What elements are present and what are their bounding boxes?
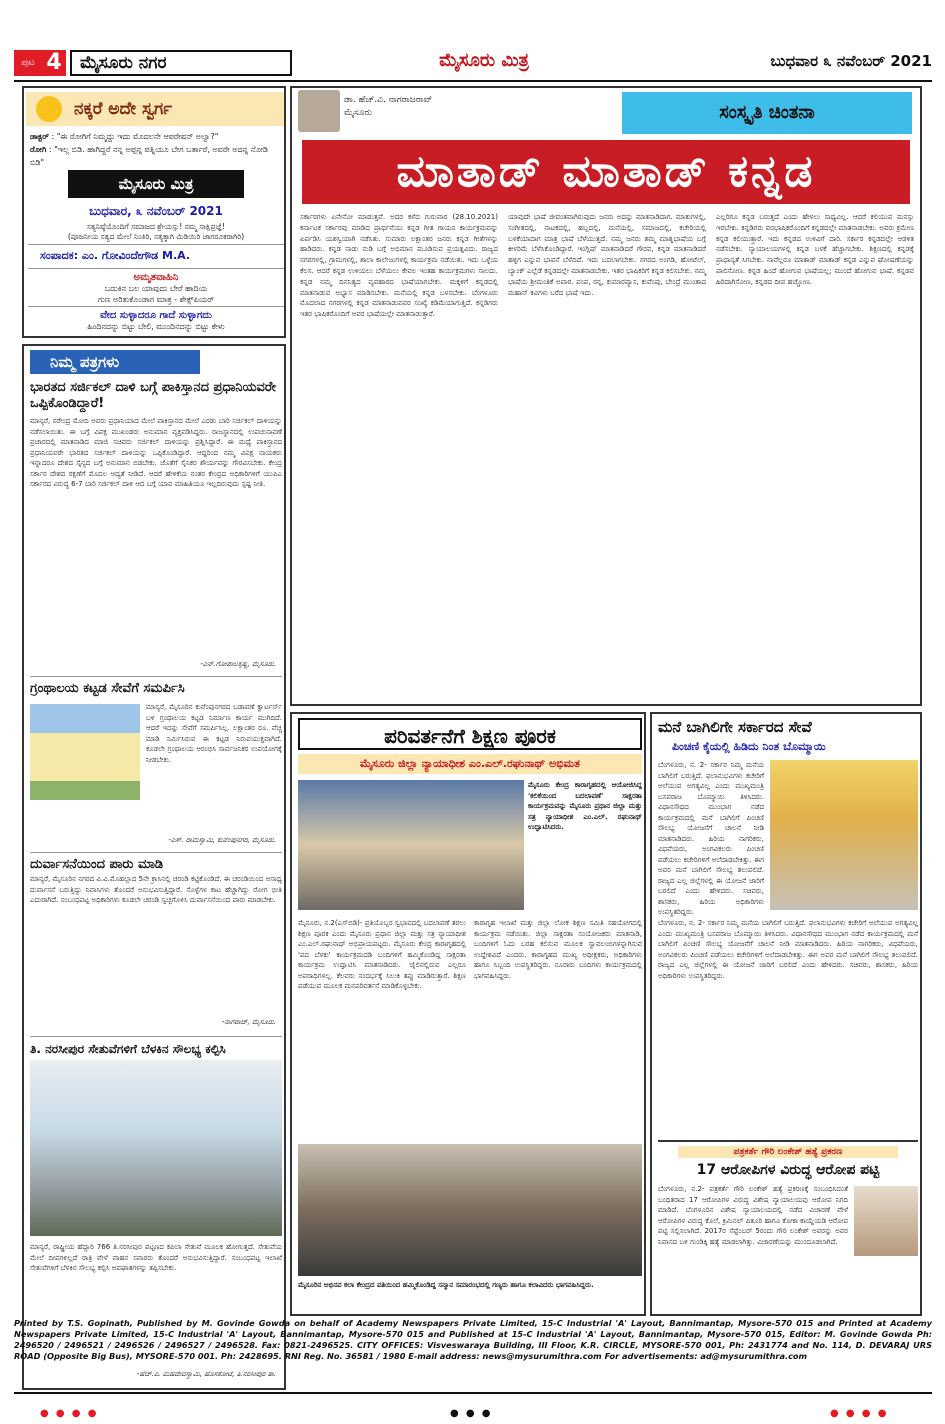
- bridge-photo: [30, 1060, 282, 1236]
- pension-article: [650, 712, 922, 1316]
- letter-1-body: ಮಾನ್ಯರೆ, ನರೇಂದ್ರ ಮೋದಿ ಅವರು ಪ್ರಧಾನಿಯಾದ ಮೇಲೆ ಪಾಕಿಸ್ತಾನದ ಮೇಲೆ ಎರಡು ಬಾರಿ ಸರ್ಜಿಕಲ್ ದಾಳಿಯನ್ನು ನಡೆಸಲಾಯಿತು. ಈ ಬಗ್ಗೆ ವಿಪಕ್ಷ ಮುಖಂಡರು ಅನುಮಾನ ವ್ಯಕ್ತಪಡಿಸಿದ್ದರು. ರಾಜಸ್ಥಾನದಲ್ಲಿ ಉಪಚುನಾವಣೆ ಪ್ರಚಾರದಲ್ಲಿ ಮಾತನಾಡಿದ ಮಾಜಿ ಸಚಿವರು ಸರ್ಜಿಕಲ್ ದಾಳಿಯನ್ನು ಪ್ರಶ್ನಿಸಿದ್ದಾರೆ. ಈ ಮಧ್ಯೆ ಪಾಕಿಸ್ತಾನದ ಪ್ರಧಾನಿಯವರೇ ಭಾರತದ ಸರ್ಜಿಕಲ್ ದಾಳಿಯನ್ನು ಒಪ್ಪಿಕೊಂಡಿದ್ದಾರೆ. ಆದ್ದರಿಂದ ನಮ್ಮ ವಿಪಕ್ಷ ನಾಯಕರು ಇನ್ನಾದರೂ ದೇಶದ ಸೈನ್ಯದ ಬಗ್ಗೆ ಅನುಮಾನ ಬಿಡಬೇಕು. ಜೊತೆಗೆ ಸೈನಿಕರ ಶೌರ್ಯವನ್ನು ಗೌರವಿಸಬೇಕು. ಕೇಂದ್ರ ಸರ್ಕಾರ ದೇಶದ ರಕ್ಷಣೆಗೆ ಮೊದಲ ಆದ್ಯತೆ ನೀಡಿದೆ. ಆದರೆ ಹೇಳಿಕೆಯ ನಂತರ ಕೇಂದ್ರದ ಅಧಿಕಾರಿಗಳಿಗೆ ಯುಪಿಎ ಸರ್ಕಾರದ ವಿರುದ್ಧ 6-7 ಬಾರಿ ಸರ್ಜಿಕಲ್ ದಾಳಿ ಆದ ಬಗ್ಗೆ ಯಾವ ಮಾಹಿತಿಯೂ ಇಲ್ಲದಿರುವುದು ಸ್ಪಷ್ಟ ನೀತಿ.: [30, 417, 282, 488]
- joke-a-label: ರೋಗಿ: [30, 145, 47, 154]
- left-column: [14, 86, 286, 1386]
- main-article: [290, 86, 922, 706]
- amrutavahini: ಅಮೃತವಾಹಿನಿ ಬದುಕಿನ ಬಲ ಯಾವುದು ಬೇರೆ ಹಾದಿಯ ಗುಣ ಅರಿತುಕೊಂಡಾಗ ಮಾತ್ರ - ಶೇಕ್ಸ್‌ಪಿಯರ್: [28, 268, 284, 305]
- newspaper-logo: ಮೈಸೂರು ಮಿತ್ರ: [439, 50, 529, 71]
- inauguration-caption: ಮೈಸೂರು ಕೇಂದ್ರ ಕಾರಾಗೃಹದಲ್ಲಿ ಆಯೋಜಿಸಿದ್ದ 'ಕಲಿಕೆಯಿಂದ ಬದಲಾವಣೆ' ಸಾಕ್ಷರತಾ ಕಾರ್ಯಕ್ರಮವನ್ನು ಮೈಸೂರು ಪ್ರಧಾನ ಜಿಲ್ಲಾ ಮತ್ತು ಸತ್ರ ನ್ಯಾಯಾಧೀಶ ಎಂ.ಎಲ್. ರಘುನಾಥ್ ಉದ್ಘಾಟಿಸಿದರು.: [528, 781, 642, 831]
- registration-dots-center: ● ● ●: [450, 1408, 493, 1419]
- paper-logo: ಮೈಸೂರು ಮಿತ್ರ: [68, 170, 244, 198]
- letter-1-title: ಭಾರತದ ಸರ್ಜಿಕಲ್ ದಾಳಿ ಬಗ್ಗೆ ಪಾಕಿಸ್ತಾನದ ಪ್ರಧಾನಿಯವರೇ ಒಪ್ಪಿಕೊಂಡಿದ್ದಾರೆ!: [30, 380, 277, 411]
- author-byline: ಡಾ. ಹೆಚ್.ವಿ. ನಾಗರಾಜರಾವ್ ಮೈಸೂರು: [344, 95, 433, 118]
- letter-3-title: ದುರ್ವಾಸನೆಯಿಂದ ಪಾರು ಮಾಡಿ: [30, 852, 282, 873]
- letter-2-title: ಗ್ರಂಥಾಲಯ ಕಟ್ಟಡ ಸೇವೆಗೆ ಸಮರ್ಪಿಸಿ: [30, 676, 282, 697]
- letter-4-title: ತಿ. ನರಸೀಪುರ ಸೇತುವೆಗಳಿಗೆ ಬೆಳಕಿನ ಸೌಲಭ್ಯ ಕಲ್ಪಿಸಿ: [30, 1036, 282, 1057]
- article-columns: [300, 212, 914, 698]
- imprint-line: Printed by T.S. Gopinath, Published by M. Govinde Gowda on behalf of Academy Newspapers Private Limited, 15-C Industrial 'A' Layout, Bannimantap, Mysore-570 015 and Printed at Academy Newspapers Private Limited, 15-C Industrial 'A' Layout, Bannimantap, Mysore-570 015 and Published at 15-C Industrial 'A' Layout, Bannimantap, Mysore-570 015, Editor: M. Govinde Gowda Ph: 2496520 / 2496521 / 2496526 / 2496527 / 2496528. Fax: 0821-2496525. CITY OFFICES: Visveswaraya Building, III Floor, K.R. CIRCLE, MYSORE-570 001, Ph: 2431774 and No. 114, D. DEVARAJ URS ROAD (Opposite Big Bus), MYSORE-570 001. Ph: 2428695. RNI Reg. No. 36581 / 1980 E-mail address: news@mysurumithra.com For advertisements: ad@mysurumithra.com: [14, 1318, 932, 1361]
- pension-headline: ಮನೆ ಬಾಗಿಲಿಗೇ ಸರ್ಕಾರದ ಸೇವೆ: [658, 718, 812, 736]
- footer-rule: [14, 1392, 932, 1394]
- joke-title: ನಕ್ಕರೆ ಅದೇ ಸ್ವರ್ಗ: [26, 92, 284, 126]
- masthead: [14, 0, 932, 78]
- joke-a-text: : "ಇಲ್ಲ ಬಿಡಿ. ಹಾಗಿದ್ದರೆ ನನ್ನ ಅಪ್ಪನ್ನ ಪತ್ನಿಯೂ ಬೇಗ ಬರ್ತಾರೆ, ಅವರೇ ಅದನ್ನ ನೋಡಿ ಬಿಡಿ": [30, 145, 268, 167]
- section-title: ಮೈಸೂರು ನಗರ: [70, 50, 292, 76]
- letters-section: [22, 344, 286, 1390]
- editor-line: ಸಂಪಾದಕ: ಎಂ. ಗೋವಿಂದೇಗೌಡ M.A.: [28, 244, 284, 263]
- masthead-rule: [14, 80, 932, 82]
- cm-pension-photo: [770, 760, 918, 910]
- gauri-lankesh-box: [658, 1140, 918, 1312]
- joke-text: [30, 130, 282, 169]
- article-column-2: ಯಾವುದೇ ಭಾಷೆ ಜೀವಂತವಾಗಿರುವುದು ಜನರು ಅದನ್ನು ಮಾತನಾಡಿದಾಗ. ಮಾತುಗಳಲ್ಲಿ, ಸಂಗೀತದಲ್ಲಿ, ನಾಟಕದಲ್ಲಿ, ಹಬ್ಬದಲ್ಲಿ, ಮನೆಯಲ್ಲಿ, ಸಮಾಜದಲ್ಲಿ, ಕಚೇರಿಯಲ್ಲಿ ಬಳಕೆಯಾದಾಗ ಮಾತ್ರ ಭಾಷೆ ಬೆಳೆಯುತ್ತದೆ. ನಮ್ಮ ಜನರು ತಮ್ಮ ಮಾತೃಭಾಷೆಯ ಬಗ್ಗೆ ಕೀಳರಿಮೆ ಬೆಳೆಸಿಕೊಂಡಿದ್ದಾರೆ. ಇಂಗ್ಲಿಷ್ ಮಾತನಾಡಿದರೆ ಗೌರವ, ಕನ್ನಡ ಮಾತನಾಡಿದರೆ ಹಳ್ಳಿಗ ಎನ್ನುವ ಭಾವನೆ ಬೆಳೆದಿದೆ. ಇದು ಬದಲಾಗಬೇಕು. ನಗರದ ಅಂಗಡಿ, ಹೋಟೆಲ್, ಬ್ಯಾಂಕ್ ಎಲ್ಲೆಡೆ ಕನ್ನಡದಲ್ಲೇ ಮಾತನಾಡಬೇಕು. ಇತರ ಭಾಷಿಕರಿಗೆ ಕನ್ನಡ ಕಲಿಸಬೇಕು. ನಮ್ಮ ಭಾಷೆಯ ಶ್ರೀಮಂತಿಕೆ ಅಪಾರ. ಪಂಪ, ರನ್ನ, ಕುಮಾರವ್ಯಾಸ, ಕುವೆಂಪು, ಬೇಂದ್ರೆ ಮುಂತಾದ ಮಹಾನ್ ಕವಿಗಳು ಬರೆದ ಭಾಷೆ ಇದು.: [508, 213, 706, 297]
- library-building-photo: [30, 704, 140, 800]
- letter-3-signature: -ನಾಗರಾಜ್, ಮೈಸೂರು.: [221, 1018, 276, 1026]
- paper-motto: ಸತ್ಯನಿಷ್ಠೆಯೊಂದಿಗೆ ಸಮಾಜದ ಶ್ರೇಯಸ್ಸು! ನಮ್ಮ ಸಾಕ್ಷಿಪ್ರಜ್ಞೆ! (ಪೂಜನೀಯ ಸತ್ಯದ ಮೇಲೆ ನಿಂತಿರಿ, ಸತ್ಯಕ್ಕಾಗಿ ಮಿಡಿಯಿರಿ ಜಾಗರೂಕರಾಗಿರಿ): [67, 222, 245, 241]
- education-body-2: ಕಾರಾಗೃಹ ಇಲಾಖೆ ಮತ್ತು ಜಿಲ್ಲಾ ಲೋಕ ಶಿಕ್ಷಣ ಸಮಿತಿ ಸಹಯೋಗದಲ್ಲಿ ಕಾರ್ಯಕ್ರಮ ನಡೆಯಿತು. ಜಿಲ್ಲಾ ಸಾಕ್ಷರತಾ ಸಂಯೋಜಕರು ಮಾತನಾಡಿ, ಬಂದಿಗಳಿಗೆ ಓದು ಬರಹ ಕಲಿಸುವ ಮೂಲಕ ಸ್ವಾವಲಂಬಿಗಳನ್ನಾಗಿಸುವ ಉದ್ದೇಶವಿದೆ ಎಂದರು. ಕಾರಾಗೃಹದ ಮುಖ್ಯ ಅಧೀಕ್ಷಕರು, ಅಧಿಕಾರಿಗಳು ಹಾಗೂ ಸಿಬ್ಬಂದಿ ಉಪಸ್ಥಿತರಿದ್ದರು. ನೂರಾರು ಬಂದಿಗಳು ಕಾರ್ಯಕ್ರಮದಲ್ಲಿ ಭಾಗವಹಿಸಿದ್ದರು.: [474, 919, 642, 980]
- education-subhead: ಮೈಸೂರು ಜಿಲ್ಲಾ ನ್ಯಾಯಾಧೀಶ ಎಂ.ಎಲ್.ರಘುನಾಥ್ ಅಭಿಮತ: [298, 754, 642, 774]
- main-headline: ಮಾತಾಡ್ ಮಾತಾಡ್ ಕನ್ನಡ: [302, 140, 910, 204]
- joke-box: [22, 86, 286, 338]
- letter-2-signature: -ಎಸ್. ರಾಮಸ್ವಾಮಿ, ಕುವೆಂಪುನಗರ, ಮೈಸೂರು.: [168, 836, 276, 844]
- pension-body-2: ಬೆಂಗಳೂರು, ನ. 2- ಸರ್ಕಾರ ನಿಮ್ಮ ಮನೆಯ ಬಾಗಿಲಿಗೆ ಬರುತ್ತಿದೆ. ಫಲಾನುಭವಿಗಳು ಕಚೇರಿಗೆ ಅಲೆಯುವ ಅಗತ್ಯವಿಲ್ಲ ಎಂದು ಮುಖ್ಯಮಂತ್ರಿ ಬಸವರಾಜ ಬೊಮ್ಮಾಯಿ ತಿಳಿಸಿದರು. ವಿಧಾನಸೌಧದ ಮುಂಭಾಗ ನಡೆದ ಕಾರ್ಯಕ್ರಮದಲ್ಲಿ ಮನೆ ಬಾಗಿಲಿಗೆ ಪಿಂಚಣಿ ಸೌಲಭ್ಯ ಯೋಜನೆಗೆ ಚಾಲನೆ ನೀಡಿ ಮಾತನಾಡಿದರು. ಹಿರಿಯ ನಾಗರಿಕರು, ವಿಧವೆಯರು, ಅಂಗವಿಕಲರು ಪಿಂಚಣಿ ಪಡೆಯಲು ಕಚೇರಿಗಳಿಗೆ ಅಲೆದಾಡಬೇಕಿತ್ತು. ಈಗ ಅವರ ಮನೆ ಬಾಗಿಲಿಗೆ ಸೌಲಭ್ಯ ತಲುಪಲಿದೆ. ರಾಜ್ಯದ ಎಲ್ಲ ಜಿಲ್ಲೆಗಳಲ್ಲಿ ಈ ಯೋಜನೆ ಜಾರಿಗೆ ಬರಲಿದೆ ಎಂದು ಹೇಳಿದರು. ಸಚಿವರು, ಶಾಸಕರು, ಹಿರಿಯ ಅಧಿಕಾರಿಗಳು ಉಪಸ್ಥಿತರಿದ್ದರು.: [658, 919, 918, 980]
- inauguration-photo: [298, 780, 524, 910]
- pension-subhead: ಪಿಂಚಣಿ ಕೈಯಲ್ಲಿ ಹಿಡಿದು ನಿಂತ ಬೊಮ್ಮಾಯಿ: [672, 740, 826, 753]
- registration-dots-left: ● ● ● ●: [40, 1408, 99, 1419]
- letter-4-body: ಮಾನ್ಯರೆ, ರಾಷ್ಟ್ರೀಯ ಹೆದ್ದಾರಿ 766 ತಿ.ನರಸೀಪುರ ಪಟ್ಟಣದ ಕಪಿಲಾ ಸೇತುವೆ ಮೂಲಕ ಹೋಗುತ್ತದೆ. ಸೇತುವೆಯ ಮೇಲೆ ದೀಪಗಳಿಲ್ಲದೆ ರಾತ್ರಿ ವೇಳೆ ವಾಹನ ಸವಾರರು ತೊಂದರೆ ಅನುಭವಿಸುತ್ತಿದ್ದಾರೆ. ಸಂಬಂಧಪಟ್ಟ ಇಲಾಖೆ ಸೇತುವೆಗಳಿಗೆ ಬೆಳಕಿನ ಸೌಲಭ್ಯ ಕಲ್ಪಿಸಿ ಅಪಘಾತಗಳನ್ನು ತಪ್ಪಿಸಬೇಕು.: [30, 1243, 282, 1272]
- proverb: ವೇದ ಸುಳ್ಳಾದರೂ ಗಾದೆ ಸುಳ್ಳಾಗದು ಹಿಂದಿನದನ್ನು ಬಿಟ್ಟು ಬೇಲಿ, ಮುಂದಿನದನ್ನು ಬಿಟ್ಟು ಕೇಳು: [28, 306, 284, 332]
- page-number: 4: [42, 50, 66, 76]
- letter-2-body: ಮಾನ್ಯರೆ, ಮೈಸೂರಿನ ಕುವೆಂಪುನಗರದ ಬಡಾವಣೆ ಕ್ವಾರ್ಟರ್ಸ್ ಬಳಿ ಗ್ರಂಥಾಲಯ ಕಟ್ಟಡ ನಿರ್ಮಾಣ ಕಾರ್ಯ ಮುಗಿದಿದೆ. ಆದರೆ ಇದನ್ನು ಸೇವೆಗೆ ಸಮರ್ಪಿಸಿಲ್ಲ. ಲಕ್ಷಾಂತರ ರೂ. ವೆಚ್ಚ ಮಾಡಿ ನಿರ್ಮಿಸಿರುವ ಈ ಕಟ್ಟಡ ನಿರುಪಯುಕ್ತವಾಗಿದೆ. ಕೂಡಲೇ ಗ್ರಂಥಾಲಯ ಆರಂಭಿಸಿ ಸಾರ್ವಜನಿಕರ ಉಪಯೋಗಕ್ಕೆ ನೀಡಬೇಕು.: [146, 703, 282, 764]
- education-body-1: ಮೈಸೂರು, ನ.2(ಎಸ್‌ಬಿಡಿ)- ಪ್ರತಿಯೊಬ್ಬರ ಸ್ವಭಾವದಲ್ಲಿ ಬದಲಾವಣೆ ತರಲು ಶಿಕ್ಷಣ ಪೂರಕ ಎಂದು ಮೈಸೂರು ಪ್ರಧಾನ ಜಿಲ್ಲಾ ಮತ್ತು ಸತ್ರ ನ್ಯಾಯಾಧೀಶ ಎಂ.ಎಲ್.ರಘುನಾಥ್ ಅಭಿಪ್ರಾಯಪಟ್ಟರು. ಮೈಸೂರು ಕೇಂದ್ರ ಕಾರಾಗೃಹದಲ್ಲಿ 'ಪದ ಬೆಳಕು' ಕಾರ್ಯಕ್ರಮದಡಿ ಬಂದಿಗಳಿಗೆ ಹಮ್ಮಿಕೊಂಡಿದ್ದ ಸಾಕ್ಷರತಾ ಕಾರ್ಯಕ್ರಮ ಉದ್ಘಾಟಿಸಿ ಮಾತನಾಡಿದರು. ಜೈಲಿನಲ್ಲಿರುವ ಎಲ್ಲರೂ ಅಪರಾಧಿಗಳಲ್ಲ. ಕೆಲವರು ಸಂದರ್ಭಕ್ಕೆ ಸಿಲುಕಿ ತಪ್ಪು ಮಾಡಿರುತ್ತಾರೆ. ಶಿಕ್ಷಣ ಪಡೆಯುವ ಮೂಲಕ ಮನಪರಿವರ್ತನೆ ಮಾಡಿಕೊಳ್ಳಬೇಕು.: [298, 919, 466, 990]
- paper-date: ಬುಧವಾರ, ೩ ನವೆಂಬರ್ 2021: [89, 204, 223, 218]
- page-label: ಪುಟ: [14, 50, 42, 76]
- joke-q-text: : "ಈ ರೋಗಿಗೆ ನಿಮ್ಮದ್ದು ಇದು ಮೊದಲನೇ ಆಪರೇಷನ್ ಅಲ್ವಾ?": [51, 132, 219, 141]
- gauri-headline: 17 ಆರೋಪಿಗಳ ವಿರುದ್ಧ ಆರೋಪ ಪಟ್ಟಿ: [696, 1162, 880, 1178]
- letters-header: ನಿಮ್ಮ ಪತ್ರಗಳು: [30, 350, 200, 374]
- joke-q-label: ಡಾಕ್ಟರ್: [30, 132, 49, 141]
- author-photo: [298, 90, 340, 132]
- gauri-lankesh-photo: [854, 1186, 918, 1256]
- issue-date: ಬುಧವಾರ ೩ ನವೆಂಬರ್ 2021: [770, 52, 932, 70]
- group-photo-caption: ಮೈಸೂರಿನ ಅಭಿನವ ಕಲಾ ಕೇಂದ್ರದ ವತಿಯಿಂದ ಹಮ್ಮಿಕೊಂಡಿದ್ದ ಸನ್ಮಾನ ಸಮಾರಂಭದಲ್ಲಿ ಗಣ್ಯರು ಹಾಗೂ ಕಲಾವಿದರು ಭಾಗವಹಿಸಿದ್ದರು.: [298, 1281, 594, 1289]
- letter-4-signature: -ಹೆಚ್.ಪಿ. ಮಹದೇವಸ್ವಾಮಿ, ಹೊಸಕೋಟೆ, ತಿ.ನರಸೀಪುರ ತಾ.: [136, 1370, 276, 1378]
- education-article: [290, 712, 646, 1316]
- pension-body-1: ಬೆಂಗಳೂರು, ನ. 2- ಸರ್ಕಾರ ನಿಮ್ಮ ಮನೆಯ ಬಾಗಿಲಿಗೆ ಬರುತ್ತಿದೆ. ಫಲಾನುಭವಿಗಳು ಕಚೇರಿಗೆ ಅಲೆಯುವ ಅಗತ್ಯವಿಲ್ಲ ಎಂದು ಮುಖ್ಯಮಂತ್ರಿ ಬಸವರಾಜ ಬೊಮ್ಮಾಯಿ ತಿಳಿಸಿದರು. ವಿಧಾನಸೌಧದ ಮುಂಭಾಗ ನಡೆದ ಕಾರ್ಯಕ್ರಮದಲ್ಲಿ ಮನೆ ಬಾಗಿಲಿಗೆ ಪಿಂಚಣಿ ಸೌಲಭ್ಯ ಯೋಜನೆಗೆ ಚಾಲನೆ ನೀಡಿ ಮಾತನಾಡಿದರು. ಹಿರಿಯ ನಾಗರಿಕರು, ವಿಧವೆಯರು, ಅಂಗವಿಕಲರು ಪಿಂಚಣಿ ಪಡೆಯಲು ಕಚೇರಿಗಳಿಗೆ ಅಲೆದಾಡಬೇಕಿತ್ತು. ಈಗ ಅವರ ಮನೆ ಬಾಗಿಲಿಗೆ ಸೌಲಭ್ಯ ತಲುಪಲಿದೆ. ರಾಜ್ಯದ ಎಲ್ಲ ಜಿಲ್ಲೆಗಳಲ್ಲಿ ಈ ಯೋಜನೆ ಜಾರಿಗೆ ಬರಲಿದೆ ಎಂದು ಹೇಳಿದರು. ಸಚಿವರು, ಶಾಸಕರು, ಹಿರಿಯ ಅಧಿಕಾರಿಗಳು ಉಪಸ್ಥಿತರಿದ್ದರು.: [658, 761, 764, 916]
- article-column-1: ಸರ್ಕಾರಗಳು ಏನೇನೋ ಮಾಡುತ್ತವೆ. ಅದರ ಕಳೆದ ಗುರುವಾರ (28.10.2021) ಕರ್ನಾಟಕ ಸರ್ಕಾರವು ಮಾಡಿದ ಪ್ರಾರ್ಥನೆಯು ಕನ್ನಡ ಗೀತ ಗಾಯನ ಕಾರ್ಯಕ್ರಮವನ್ನು ಏರ್ಪಡಿಸಿ ಯಶಸ್ವಿಯಾಗಿ ನಡೆಸಿತು. ಸುಮಾರು ಲಕ್ಷಾಂತರ ಜನರು ಕನ್ನಡ ಗೀತೆಗಳನ್ನು ಹಾಡಿದರು. ಕನ್ನಡ ನಾಡು ನುಡಿ ಬಗ್ಗೆ ಅಭಿಮಾನ ಮೂಡಿಸುವ ಪ್ರಯತ್ನವಿದು. ರಾಜ್ಯದ ನಗರಗಳಲ್ಲಿ, ಗ್ರಾಮಗಳಲ್ಲಿ, ಶಾಲಾ ಕಾಲೇಜುಗಳಲ್ಲಿ ಕಾರ್ಯಕ್ರಮ ನಡೆಯಿತು. ಇದು ಒಳ್ಳೆಯ ಕೆಲಸ. ಆದರೆ ಕನ್ನಡ ಉಳಿಯಲು ಬೆಳೆಯಲು ಕೇವಲ ಇಂತಹ ಕಾರ್ಯಕ್ರಮಗಳು ಸಾಲದು. ಕನ್ನಡ ನಮ್ಮ ದಿನನಿತ್ಯದ ವ್ಯವಹಾರದ ಭಾಷೆಯಾಗಬೇಕು. ಮಕ್ಕಳಿಗೆ ಕನ್ನಡದಲ್ಲಿ ಮಾತನಾಡುವ ಅಭ್ಯಾಸ ಮಾಡಿಸಬೇಕು. ಮನೆಯಲ್ಲಿ ಕನ್ನಡ ಬಳಸಬೇಕು. ಬೆಂಗಳೂರು ಮೊದಲಾದ ನಗರಗಳಲ್ಲಿ ಕನ್ನಡ ಮಾತನಾಡುವವರ ಸಂಖ್ಯೆ ಕಡಿಮೆಯಾಗುತ್ತಿದೆ. ಕನ್ನಡಿಗರು ಇತರ ಭಾಷಿಕರೊಂದಿಗೆ ಅವರ ಭಾಷೆಯಲ್ಲೇ ಮಾತನಾಡುತ್ತಾರೆ.: [300, 213, 498, 319]
- letter-3-body: ಮಾನ್ಯರೆ, ಮೈಸೂರಿನ ನಗರದ ವಿ.ವಿ.ಮೊಹಲ್ಲಾದ 5ನೇ ಕ್ರಾಸಿನಲ್ಲಿ ಚರಂಡಿ ಕಟ್ಟಿಕೊಂಡಿದೆ. ಈ ಚರಂಡಿಯಿಂದ ಅಸಾಧ್ಯ ದುರ್ವಾಸನೆ ಬರುತ್ತಿದ್ದು ನಿವಾಸಿಗಳು ತೊಂದರೆ ಅನುಭವಿಸುತ್ತಿದ್ದಾರೆ. ಸೊಳ್ಳೆಗಳ ಕಾಟ ಹೆಚ್ಚಾಗಿದ್ದು ರೋಗ ಭೀತಿ ಎದುರಾಗಿದೆ. ಸಂಬಂಧಪಟ್ಟ ಅಧಿಕಾರಿಗಳು ಕೂಡಲೇ ಚರಂಡಿ ಸ್ವಚ್ಛಗೊಳಿಸಿ ದುರ್ವಾಸನೆಯಿಂದ ಪಾರು ಮಾಡಬೇಕು.: [30, 875, 282, 904]
- gauri-body: ಬೆಂಗಳೂರು, ನ.2- ಪತ್ರಕರ್ತೆ ಗೌರಿ ಲಂಕೇಶ್ ಹತ್ಯೆ ಪ್ರಕರಣಕ್ಕೆ ಸಂಬಂಧಿಸಿದಂತೆ ಬಂಧಿತರಾದ 17 ಆರೋಪಿಗಳ ವಿರುದ್ಧ ವಿಶೇಷ ನ್ಯಾಯಾಲಯವು ಆರೋಪ ನಿಗದಿ ಮಾಡಿದೆ. ಬೆಂಗಳೂರಿನ ವಿಶೇಷ ನ್ಯಾಯಾಲಯದಲ್ಲಿ ನಡೆದ ವಿಚಾರಣೆ ವೇಳೆ ಆರೋಪಿಗಳ ವಿರುದ್ಧ ಕೊಲೆ, ಕ್ರಿಮಿನಲ್ ಪಿತೂರಿ ಹಾಗೂ ಕೋಕಾ ಕಾಯ್ದೆಯಡಿ ಆರೋಪ ಪಟ್ಟಿ ಸಲ್ಲಿಸಲಾಗಿದೆ. 2017ರ ಸೆಪ್ಟೆಂಬರ್ 5ರಂದು ಗೌರಿ ಲಂಕೇಶ್ ಅವರನ್ನು ಅವರ ನಿವಾಸದ ಬಳಿ ಗುಂಡಿಕ್ಕಿ ಹತ್ಯೆ ಮಾಡಲಾಗಿತ್ತು. ವಿಚಾರಣೆಯನ್ನು ಮುಂದೂಡಲಾಗಿದೆ.: [658, 1185, 848, 1246]
- group-photo: [298, 1144, 642, 1276]
- laughing-face-icon: [36, 96, 62, 122]
- education-headline: ಪರಿವರ್ತನೆಗೆ ಶಿಕ್ಷಣ ಪೂರಕ: [298, 718, 642, 750]
- column-name: ಸಂಸ್ಕೃತಿ ಚಿಂತನಾ: [622, 92, 912, 134]
- registration-dots-right: ● ● ● ●: [830, 1408, 889, 1419]
- article-column-3: ಎಲ್ಲರಿಗೂ ಕನ್ನಡ ಬರುತ್ತದೆ ಎಂದು ಹೇಳಲು ಸಾಧ್ಯವಿಲ್ಲ. ಆದರೆ ಕಲಿಯುವ ಮನಸ್ಸು ಇರಬೇಕು. ಕನ್ನಡಿಗರು ಪರಭಾಷಿಕರೊಂದಿಗೆ ಕನ್ನಡದಲ್ಲೇ ಮಾತನಾಡಬೇಕು. ಅವರು ಕ್ರಮೇಣ ಕನ್ನಡ ಕಲಿಯುತ್ತಾರೆ. ಇದು ಕನ್ನಡದ ಉಳಿವಿಗೆ ದಾರಿ. ಸರ್ಕಾರ ಕನ್ನಡದಲ್ಲೇ ಆಡಳಿತ ನಡೆಸಬೇಕು. ನ್ಯಾಯಾಲಯಗಳಲ್ಲಿ ಕನ್ನಡ ಬಳಕೆ ಹೆಚ್ಚಾಗಬೇಕು. ಶಿಕ್ಷಣದಲ್ಲಿ ಕನ್ನಡಕ್ಕೆ ಪ್ರಾಧಾನ್ಯತೆ ಸಿಗಬೇಕು. ನಾವೆಲ್ಲರೂ ಮಾತಾಡ್ ಮಾತಾಡ್ ಕನ್ನಡ ಎನ್ನುವ ಘೋಷಣೆಯನ್ನು ಪಾಲಿಸೋಣ. ಕನ್ನಡ ಹಿಂದೆ ಹೋಗುವ ಭಾಷೆಯಲ್ಲ; ಮುಂದೆ ಹೋಗುವ ಭಾಷೆ. ಕನ್ನಡವ ಹಿರಿದಾಗಿಸೋಣ, ಕನ್ನಡದ ದೀಪ ಹಚ್ಚೋಣ.: [716, 213, 914, 286]
- gauri-kicker: ಪತ್ರಕರ್ತೆ ಗೌರಿ ಲಂಕೇಶ್ ಹತ್ಯೆ ಪ್ರಕರಣ: [678, 1146, 898, 1158]
- letter-1-signature: -ಎನ್.ಗೋಪಾಲಕೃಷ್ಣ, ಮೈಸೂರು.: [200, 660, 276, 668]
